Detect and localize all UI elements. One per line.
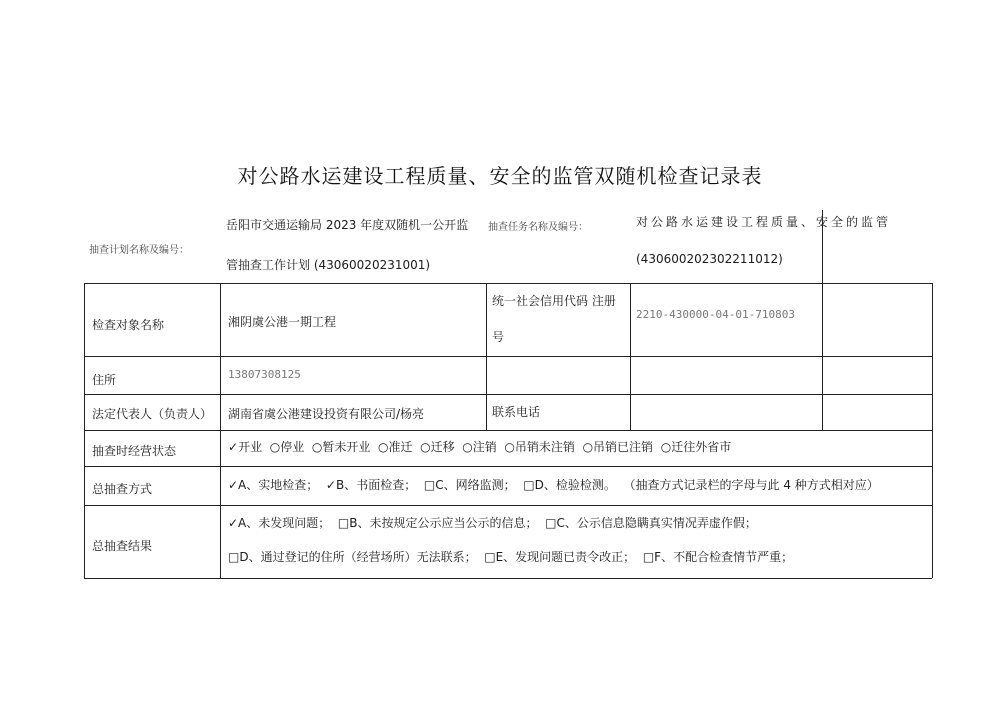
plan-label: 抽查计划名称及编号： (89, 245, 189, 256)
table-border-left (84, 283, 85, 578)
status-option: ○迁往外省市 (660, 440, 732, 454)
result-line2 (228, 548, 793, 565)
method-option: ✓A、实地检查； (228, 478, 319, 492)
row-divider (84, 430, 932, 431)
row-divider (84, 466, 932, 467)
check-mark-icon: ✓ (228, 440, 239, 454)
column-divider (220, 283, 221, 578)
status-option: ○注销 (462, 440, 497, 454)
task-value-line2: (430600202302211012) (636, 252, 783, 266)
column-divider (486, 283, 487, 430)
page-title: 对公路水运建设工程质量、安全的监管双随机检查记录表 (237, 164, 763, 188)
plan-value-line2: 管抽查工作计划 (43060020231001) (226, 258, 431, 272)
result-option: □D、通过登记的住所（经营场所）无法联系； (228, 550, 477, 564)
method-note: （抽查方式记录栏的字母与此 4 种方式相对应） (623, 478, 879, 492)
task-value-line1: 对公路水运建设工程质量、安全的监管 (636, 215, 892, 229)
check-box-icon: ✓A、 (228, 478, 259, 492)
circle-icon: ○ (420, 440, 431, 454)
empty-box-icon: □D、 (523, 478, 556, 492)
phone-label: 联系电话 (492, 405, 541, 419)
status-option: ○吊销未注销 (504, 440, 575, 454)
circle-icon: ○ (378, 440, 389, 454)
legal-rep-label: 法定代表人（负责人） (92, 407, 213, 421)
status-option: ○停业 (269, 440, 305, 454)
table-border-top (84, 283, 932, 284)
row-divider (84, 394, 932, 395)
table-border-right (932, 283, 933, 578)
result-label: 总抽查结果 (92, 539, 153, 553)
credit-code-label-line2: 号 (492, 330, 505, 344)
method-option: □C、网络监测； (423, 478, 516, 492)
circle-icon: ○ (311, 440, 323, 454)
result-option: □E、发现问题已责令改正； (484, 550, 636, 564)
status-option: ○吊销已注销 (582, 440, 654, 454)
stray-line (822, 210, 823, 430)
credit-code-label-line1: 统一社会信用代码 注册 (492, 294, 616, 308)
empty-box-icon: □B、 (337, 516, 370, 530)
task-label: 抽查任务名称及编号： (488, 222, 588, 233)
check-box-icon: ✓B、 (325, 478, 357, 492)
status-option: ○准迁 (378, 440, 413, 454)
circle-icon: ○ (660, 440, 672, 454)
empty-box-icon: □D、 (228, 550, 261, 564)
row-divider (84, 356, 932, 357)
circle-icon: ○ (582, 440, 594, 454)
status-option: ○暂未开业 (311, 440, 371, 454)
empty-box-icon: □F、 (642, 550, 674, 564)
status-label: 抽查时经营状态 (92, 444, 177, 458)
result-option: □F、不配合检查情节严重； (642, 550, 794, 564)
credit-code-value: 2210-430000-04-01-710803 (636, 308, 795, 321)
empty-box-icon: □C、 (545, 516, 577, 530)
result-option: □C、公示信息隐瞒真实情况弄虚作假； (545, 516, 757, 530)
result-option: □B、未按规定公示应当公示的信息； (337, 516, 538, 530)
legal-rep-value: 湖南省虞公港建设投资有限公司/杨亮 (228, 407, 425, 421)
check-box-icon: ✓A、 (228, 516, 259, 530)
column-divider (630, 283, 631, 430)
empty-box-icon: □E、 (484, 550, 516, 564)
circle-icon: ○ (269, 440, 281, 454)
address-label: 住所 (92, 373, 117, 387)
row-divider (84, 505, 932, 506)
status-options (228, 438, 731, 455)
circle-icon: ○ (462, 440, 473, 454)
target-label: 检查对象名称 (92, 318, 165, 332)
empty-box-icon: □C、 (423, 478, 456, 492)
method-option: □D、检验检测。 (523, 478, 616, 492)
result-line1 (228, 514, 757, 531)
status-option: ○迁移 (420, 440, 455, 454)
status-option: ✓开业 (228, 440, 263, 454)
circle-icon: ○ (504, 440, 515, 454)
method-option: ✓B、书面检查； (325, 478, 417, 492)
method-label: 总抽查方式 (92, 482, 153, 496)
method-options (228, 476, 879, 493)
plan-value-line1: 岳阳市交通运输局 2023 年度双随机一公开监 (226, 218, 469, 232)
target-value: 湘阴虞公港一期工程 (228, 315, 337, 329)
table-border-bottom (84, 578, 932, 579)
address-value: 13807308125 (228, 368, 301, 381)
result-option: ✓A、未发现问题； (228, 516, 331, 530)
